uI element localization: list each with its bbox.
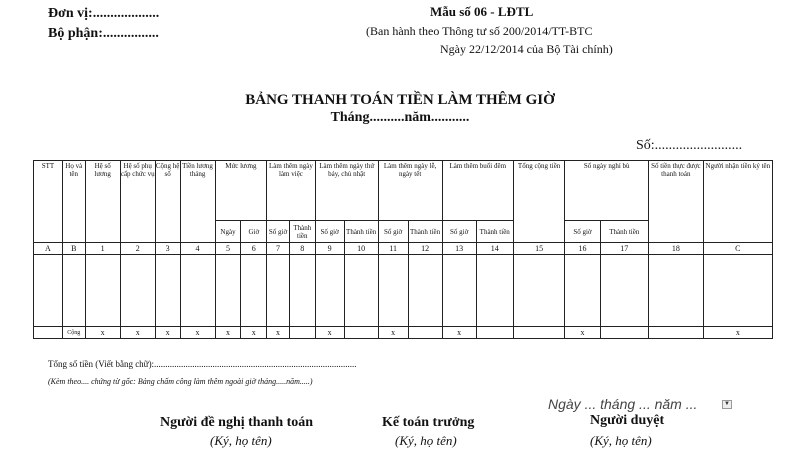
requester-sub: (Ký, họ tên): [210, 433, 272, 448]
column-number: 3: [155, 243, 180, 255]
column-number: 12: [408, 243, 442, 255]
column-number: 4: [180, 243, 215, 255]
sub-hours: Số giờ: [267, 221, 290, 243]
col-actual-paid: Số tiền thực được thanh toán: [649, 161, 704, 243]
col-total-coef: Cộng hệ số: [155, 161, 180, 243]
date-line: Ngày ... tháng ... năm ...: [548, 396, 698, 412]
period-line: Tháng..........năm...........: [330, 110, 470, 125]
total-in-words: Tổng số tiền (Viết bằng chữ):..........................................................................................: [48, 359, 357, 369]
total-cell: x: [215, 327, 241, 339]
sub-hours: Số giờ: [378, 221, 408, 243]
col-weekday: Làm thêm ngày làm việc: [267, 161, 316, 221]
col-rate: Mức lương: [215, 161, 267, 221]
column-number: 14: [476, 243, 513, 255]
approver-sub: (Ký, họ tên): [590, 433, 652, 448]
issued-date: Ngày 22/12/2014 của Bộ Tài chính): [440, 42, 613, 56]
sub-amount: Thành tiền: [600, 221, 649, 243]
total-cell: [513, 327, 565, 339]
total-cell: x: [565, 327, 600, 339]
sub-hours: Số giờ: [442, 221, 476, 243]
column-number: 15: [513, 243, 565, 255]
column-number: 6: [241, 243, 267, 255]
column-number: 5: [215, 243, 241, 255]
sub-hour: Giờ: [241, 221, 267, 243]
total-cell: x: [267, 327, 290, 339]
column-number: 18: [649, 243, 704, 255]
column-number: 11: [378, 243, 408, 255]
total-cell: x: [378, 327, 408, 339]
total-row: [34, 327, 773, 339]
total-cell: [649, 327, 704, 339]
column-number: 2: [120, 243, 155, 255]
column-number: 13: [442, 243, 476, 255]
column-number: 1: [85, 243, 120, 255]
column-number: 16: [565, 243, 600, 255]
col-total-amount: Tổng cộng tiền: [513, 161, 565, 243]
total-cell: [476, 327, 513, 339]
column-number: 17: [600, 243, 649, 255]
column-number: 10: [344, 243, 378, 255]
overtime-payment-table: [33, 160, 773, 339]
column-number-row: [34, 243, 773, 255]
sub-amount: Thành tiền: [344, 221, 378, 243]
sub-amount: Thành tiền: [289, 221, 315, 243]
accountant-title: Kế toán trưởng: [382, 415, 475, 430]
column-number: 9: [315, 243, 344, 255]
col-night: Làm thêm buổi đêm: [442, 161, 513, 221]
table-body-row: [34, 255, 773, 327]
column-number: A: [34, 243, 63, 255]
sub-day: Ngày: [215, 221, 241, 243]
department-line: Bộ phận:................: [48, 26, 159, 41]
column-number: C: [703, 243, 772, 255]
total-cell: x: [442, 327, 476, 339]
requester-title: Người đề nghị thanh toán: [160, 415, 314, 430]
total-cell: x: [241, 327, 267, 339]
col-signature: Người nhận tiền ký tên: [703, 161, 772, 243]
attachment-note: (Kèm theo.... chứng từ gốc: Bảng chấm công làm thêm ngoài giờ tháng.....năm.....): [48, 377, 313, 386]
total-cell: [600, 327, 649, 339]
total-cell: x: [315, 327, 344, 339]
issued-by: (Ban hành theo Thông tư số 200/2014/TT-BTC: [366, 24, 593, 38]
col-weekend: Làm thêm ngày thứ bảy, chủ nhật: [315, 161, 378, 221]
form-code: Mẫu số 06 - LĐTL: [430, 4, 534, 19]
total-cell: [34, 327, 63, 339]
column-number: 7: [267, 243, 290, 255]
column-number: B: [62, 243, 85, 255]
total-cell: x: [120, 327, 155, 339]
header-row-main: [34, 161, 773, 221]
approver-title: Người duyệt: [590, 413, 665, 428]
document-number: Số:.........................: [636, 138, 743, 153]
total-cell: x: [703, 327, 772, 339]
total-cell: x: [155, 327, 180, 339]
sub-hours: Số giờ: [315, 221, 344, 243]
total-cell: [344, 327, 378, 339]
sub-amount: Thành tiền: [476, 221, 513, 243]
column-number: 8: [289, 243, 315, 255]
col-comp-days: Số ngày nghỉ bù: [565, 161, 649, 221]
col-salary-coef: Hệ số lương: [85, 161, 120, 243]
col-name: Họ và tên: [62, 161, 85, 243]
col-holiday: Làm thêm ngày lễ, ngày tết: [378, 161, 442, 221]
col-monthly-salary: Tiền lương tháng: [180, 161, 215, 243]
total-cell: [408, 327, 442, 339]
unit-line: Đơn vị:...................: [48, 6, 160, 21]
col-stt: STT: [34, 161, 63, 243]
total-label: Cộng: [62, 327, 85, 339]
dropdown-icon[interactable]: ▼: [722, 400, 732, 409]
document-title: BẢNG THANH TOÁN TIỀN LÀM THÊM GIỜ: [245, 92, 555, 108]
col-allowance-coef: Hệ số phụ cấp chức vụ: [120, 161, 155, 243]
accountant-sub: (Ký, họ tên): [395, 433, 457, 448]
total-cell: [289, 327, 315, 339]
sub-amount: Thành tiền: [408, 221, 442, 243]
total-cell: x: [85, 327, 120, 339]
sub-hours: Số giờ: [565, 221, 600, 243]
total-cell: x: [180, 327, 215, 339]
